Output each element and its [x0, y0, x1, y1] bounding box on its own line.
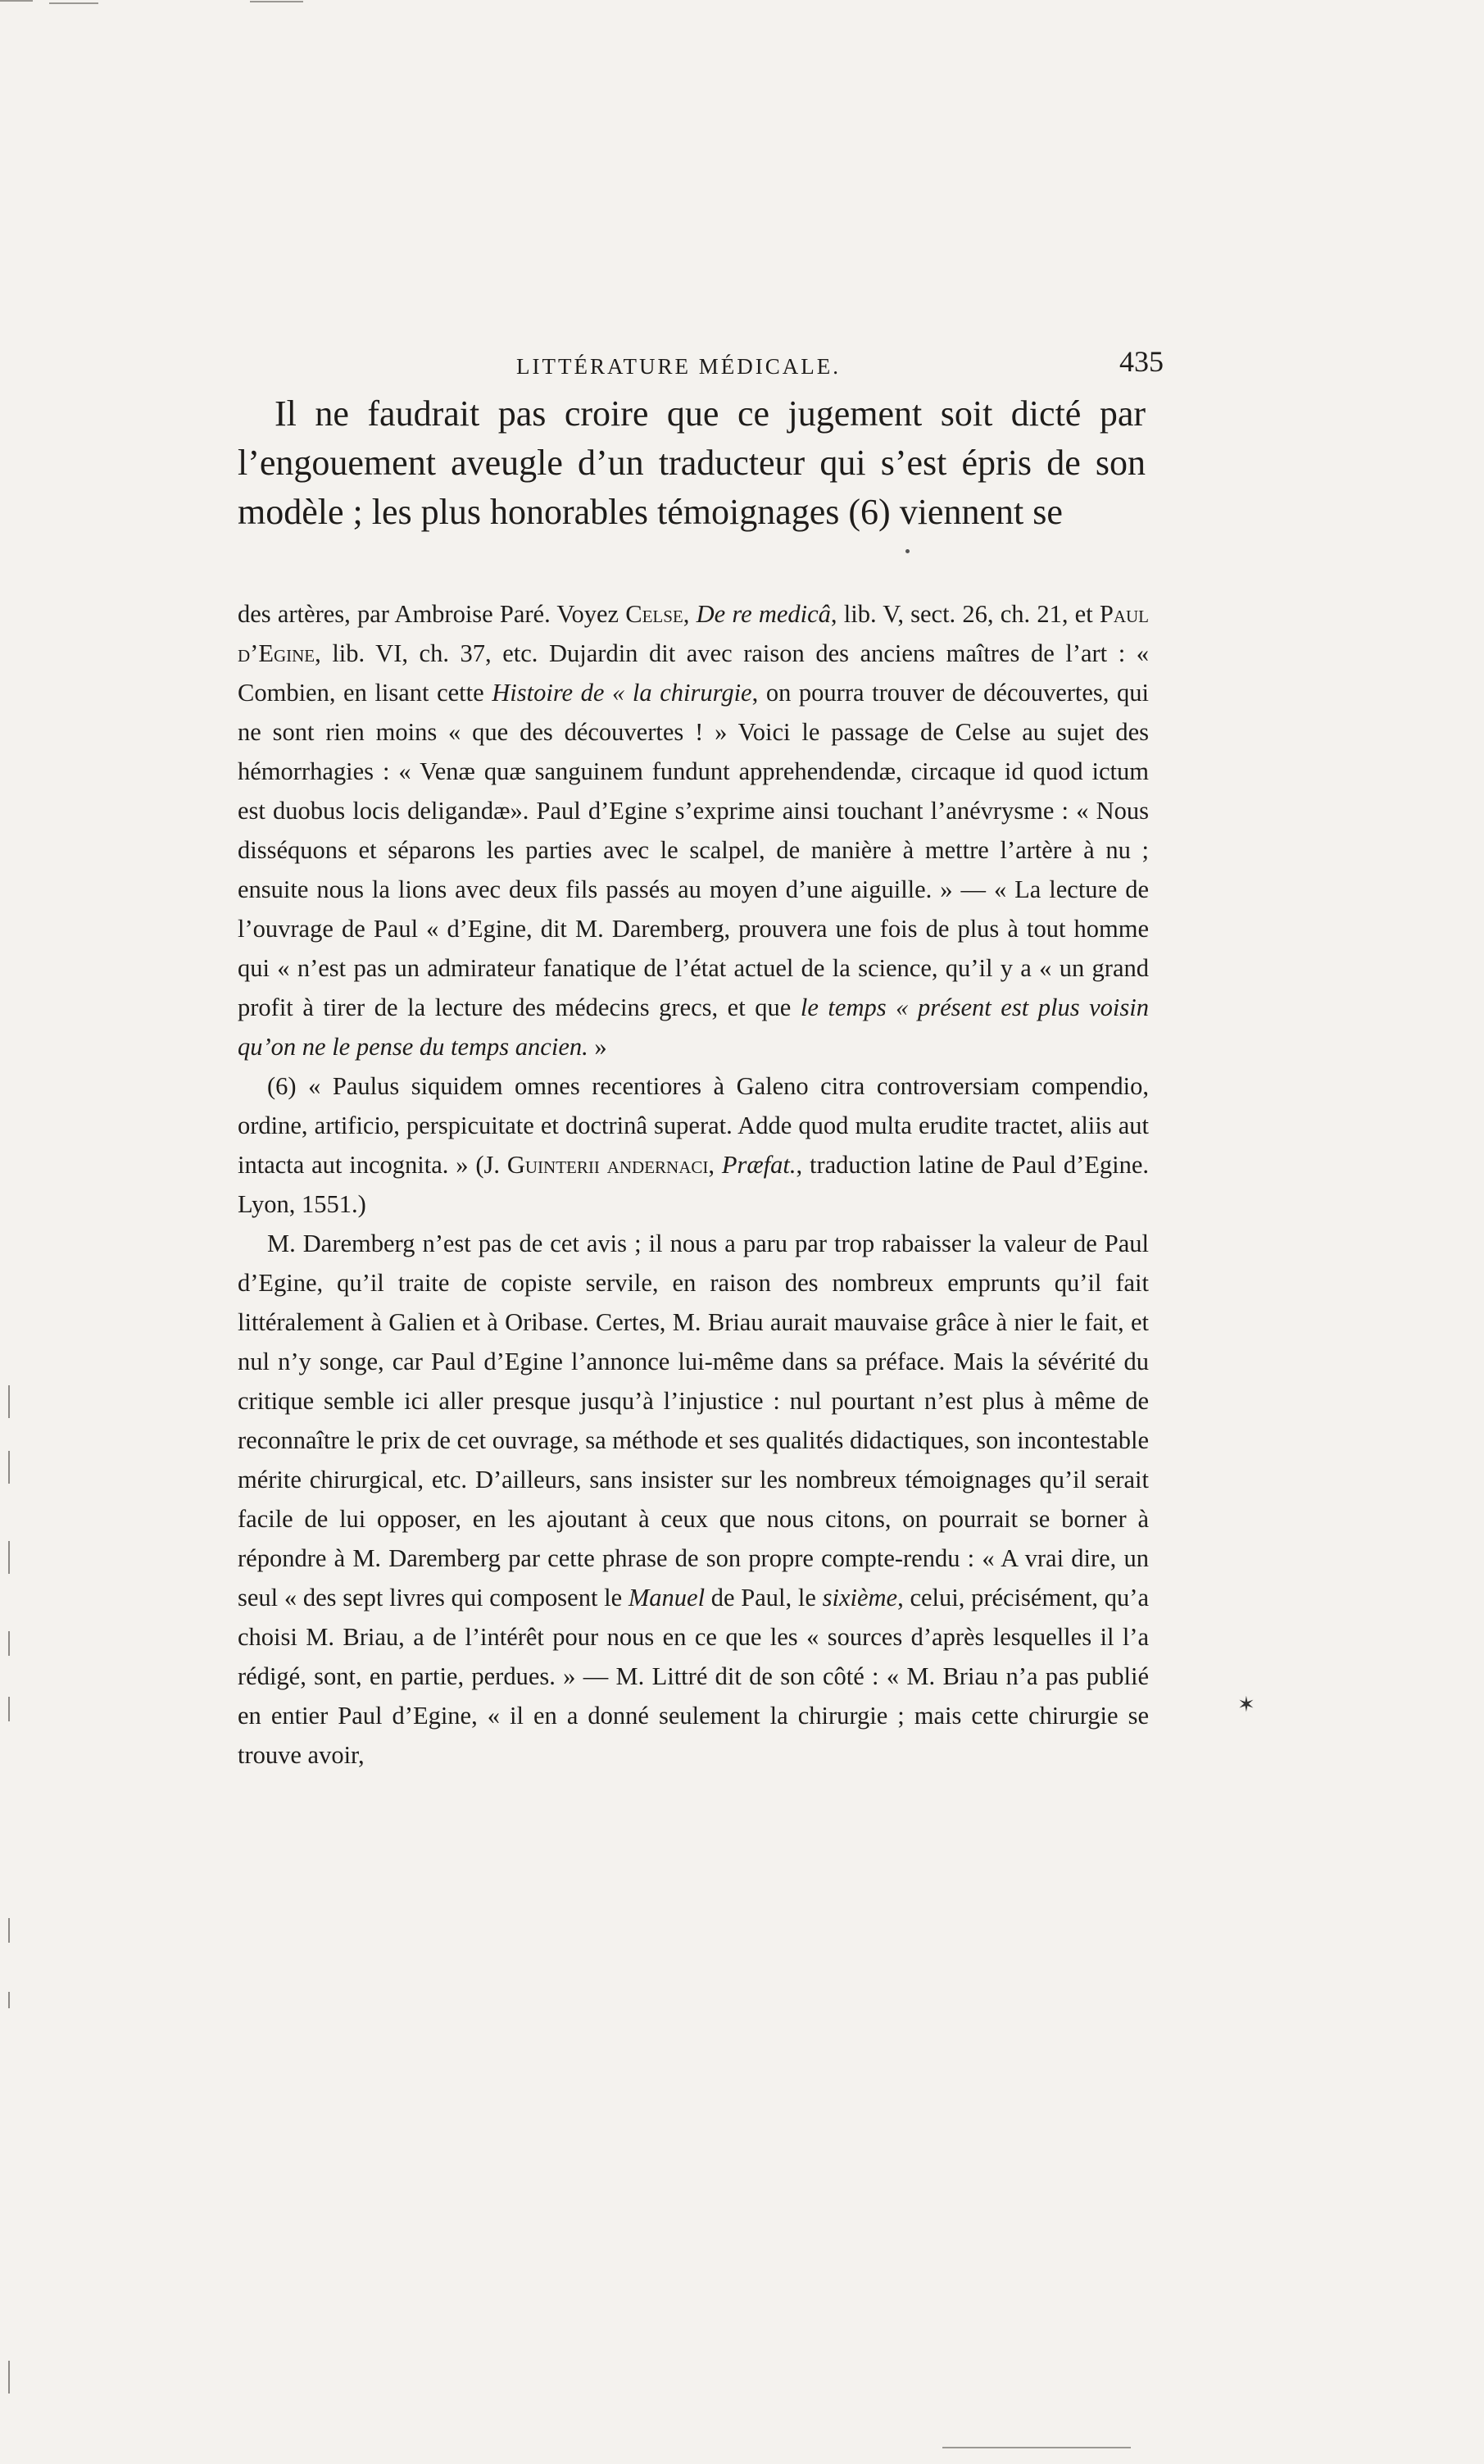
margin-star-mark: ✶: [1237, 1693, 1255, 1716]
note-text: , lib. VI, ch. 37, etc. Dujardin dit avec raison des anciens maîtres de l’art : « Combien, en lisant cette: [238, 639, 1149, 707]
note-text: des artères, par Ambroise Paré. Voyez: [238, 600, 626, 628]
gutter-line: [8, 1385, 10, 1418]
note-text: , on pourra trouver de découvertes, qui ne sont rien moins « que des découvertes ! » Voici le passage de Celse au sujet des hémorrhagies : « Venæ quæ sanguinem fundunt apprehendendæ, circaque id quod ictum est duobus locis deligandæ». Paul d’Egine s’exprime ainsi touchant l’anévrysme : « Nous disséquons et séparons les parties avec le scalpel, de manière à mettre l’artère à nu ; ensuite nous la lions avec deux fils passés au moyen d’une aiguille. » — « La lecture de l’ouvrage de Paul « d’Egine, dit M. Daremberg, prouvera une fois de plus à tout homme qui « n’est pas un admirateur fanatique de l’état actuel de la science, qu’il y a « un grand profit à tirer de la lecture des médecins grecs, et que: [238, 679, 1149, 1021]
note-text: (6) « Paulus siquidem omnes recentiores à Galeno citra controversiam compendio, ordine, artificio, perspicuitate et doctrinâ superat. Adde quod multa erudite tractet, aliis aut intacta aut incognita. » (J.: [238, 1072, 1149, 1179]
scan-artifact: [250, 1, 303, 2]
gutter-line: [8, 1541, 10, 1574]
small-caps-text: Celse: [625, 600, 683, 628]
note-text: de Paul, le: [705, 1584, 823, 1612]
italic-text: le temps « présent est plus voisin qu’on ne le pense du temps ancien.: [238, 993, 1149, 1061]
gutter-line: [8, 1992, 10, 2008]
gutter-line: [8, 1451, 10, 1484]
gutter-line: [8, 1631, 10, 1656]
small-caps-text: Guinterii andernaci: [506, 1151, 709, 1179]
footnote-daremberg: [238, 1224, 1149, 1775]
dot-mark: [905, 549, 910, 553]
note-text: M. Daremberg n’est pas de cet avis ; il nous a paru par trop rabaisser la valeur de Paul d’Egine, qu’il traite de copiste servile, en raison des nombreux emprunts qu’il fait littéralement à Galien et à Oribase. Certes, M. Briau aurait mauvaise grâce à nier le fait, et nul n’y songe, car Paul d’Egine l’annonce lui-même dans sa préface. Mais la sévérité du critique semble ici aller presque jusqu’à l’injustice : nul pourtant n’est plus à même de reconnaître le prix de cet ouvrage, sa méthode et ses qualités didactiques, son incontestable mérite chirurgical, etc. D’ailleurs, sans insister sur les nombreux témoignages qu’il serait facile de lui opposer, en les ajoutant à ceux que nous citons, on pourrait se borner à répondre à M. Daremberg par cette phrase de son propre compte-rendu : « A vrai dire, un seul « des sept livres qui composent le: [238, 1230, 1150, 1612]
italic-text: Præfat.: [721, 1151, 796, 1179]
note-text: »: [588, 1033, 607, 1061]
footnote-6: [238, 1066, 1149, 1224]
running-head: LITTÉRATURE MÉDICALE.: [516, 354, 841, 379]
gutter-line: [8, 1918, 10, 1943]
body-paragraph: Il ne faudrait pas croire que ce jugement soit dicté par l’engouement aveugle d’un traducteur qui s’est épris de son modèle ; les plus honorables témoignages (6) viennent se: [238, 393, 1146, 532]
italic-text: Manuel: [628, 1584, 706, 1612]
scan-artifact: [49, 2, 98, 4]
footnote-continuation: [238, 594, 1149, 1066]
italic-text: sixième: [822, 1584, 898, 1612]
note-text: , traduction latine de Paul d’Egine. Lyon, 1551.): [238, 1151, 1149, 1218]
italic-text: De re medicâ: [696, 600, 831, 628]
page-header: [238, 344, 1164, 385]
scan-artifact: [942, 2447, 1131, 2448]
note-text: , lib. V, sect. 26, ch. 21, et: [830, 600, 1100, 628]
italic-text: Histoire de « la chirurgie: [492, 679, 752, 707]
gutter-line: [8, 1697, 10, 1721]
note-text: ,: [708, 1151, 722, 1179]
scan-artifact: [0, 0, 33, 2]
gutter-line: [8, 2361, 10, 2394]
note-text: ,: [683, 600, 697, 628]
page-number: 435: [1119, 345, 1164, 378]
small-caps-text: Paul d’Egine: [238, 600, 1149, 667]
footnotes: [238, 594, 1149, 1775]
note-text: , celui, précisément, qu’a choisi M. Briau, a de l’intérêt pour nous en ce que les « sources d’après lesquelles il l’a rédigé, sont, en partie, perdues. » — M. Littré dit de son côté : « M. Briau n’a pas publié en entier Paul d’Egine, « il en a donné seulement la chirurgie ; mais cette chirurgie se trouve avoir,: [238, 1584, 1149, 1769]
